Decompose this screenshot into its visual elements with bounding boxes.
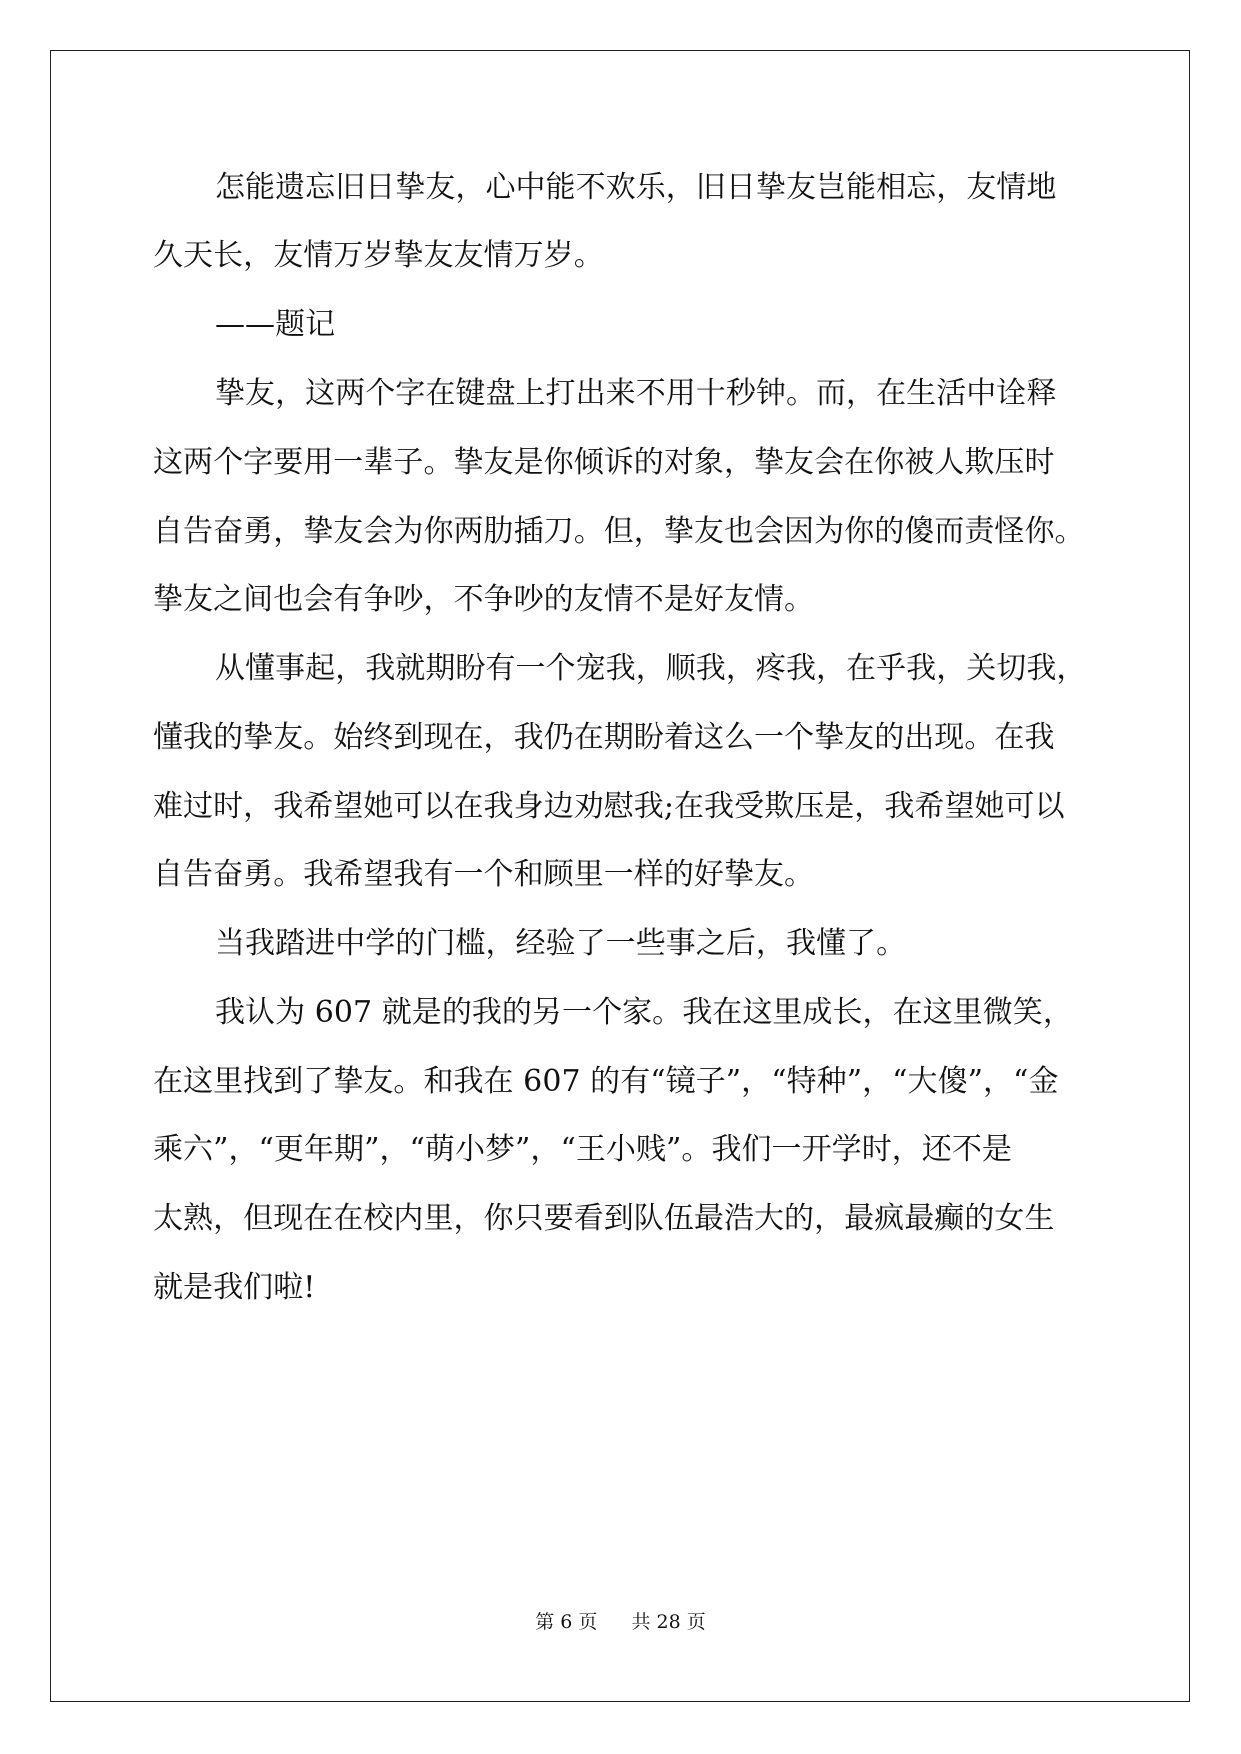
- text-line: 怎能遗忘旧日挚友，心中能不欢乐，旧日挚友岂能相忘，友情地: [215, 170, 1057, 205]
- text-line: 乘六”，“更年期”，“萌小梦”，“王小贱”。我们一开学时，还不是: [153, 1132, 1012, 1167]
- text-line: 挚友，这两个字在键盘上打出来不用十秒钟。而，在生活中诠释: [215, 376, 1057, 411]
- page-footer: [0, 1610, 1241, 1634]
- text-line: 难过时，我希望她可以在我身边劝慰我;在我受欺压是，我希望她可以: [153, 789, 1065, 824]
- text-line: 这两个字要用一辈子。挚友是你倾诉的对象，挚友会在你被人欺压时: [153, 445, 1055, 480]
- text-line: 懂我的挚友。始终到现在，我仍在期盼着这么一个挚友的出现。在我: [153, 720, 1055, 755]
- text-line: 我认为 607 就是的我的另一个家。我在这里成长，在这里微笑，: [215, 995, 1073, 1030]
- text-line: 自告奋勇，挚友会为你两肋插刀。但，挚友也会因为你的傻而责怪你。: [153, 514, 1085, 549]
- page-total: 共 28 页: [631, 1611, 706, 1633]
- text-line: 挚友之间也会有争吵，不争吵的友情不是好友情。: [153, 582, 815, 617]
- epigraph-attribution: ——题记: [215, 307, 336, 342]
- text-line: 就是我们啦!: [153, 1270, 316, 1305]
- text-line: 久天长，友情万岁挚友友情万岁。: [153, 238, 604, 273]
- text-line: 当我踏进中学的门槛，经验了一些事之后，我懂了。: [215, 926, 907, 961]
- text-line: 从懂事起，我就期盼有一个宠我，顺我，疼我，在乎我，关切我，: [215, 651, 1087, 686]
- text-line: 太熟，但现在在校内里，你只要看到队伍最浩大的，最疯最癫的女生: [153, 1201, 1055, 1236]
- page-number: 第 6 页: [535, 1611, 598, 1633]
- text-line: 自告奋勇。我希望我有一个和顾里一样的好挚友。: [153, 857, 815, 892]
- text-line: 在这里找到了挚友。和我在 607 的有“镜子”，“特种”，“大傻”，“金: [153, 1064, 1059, 1099]
